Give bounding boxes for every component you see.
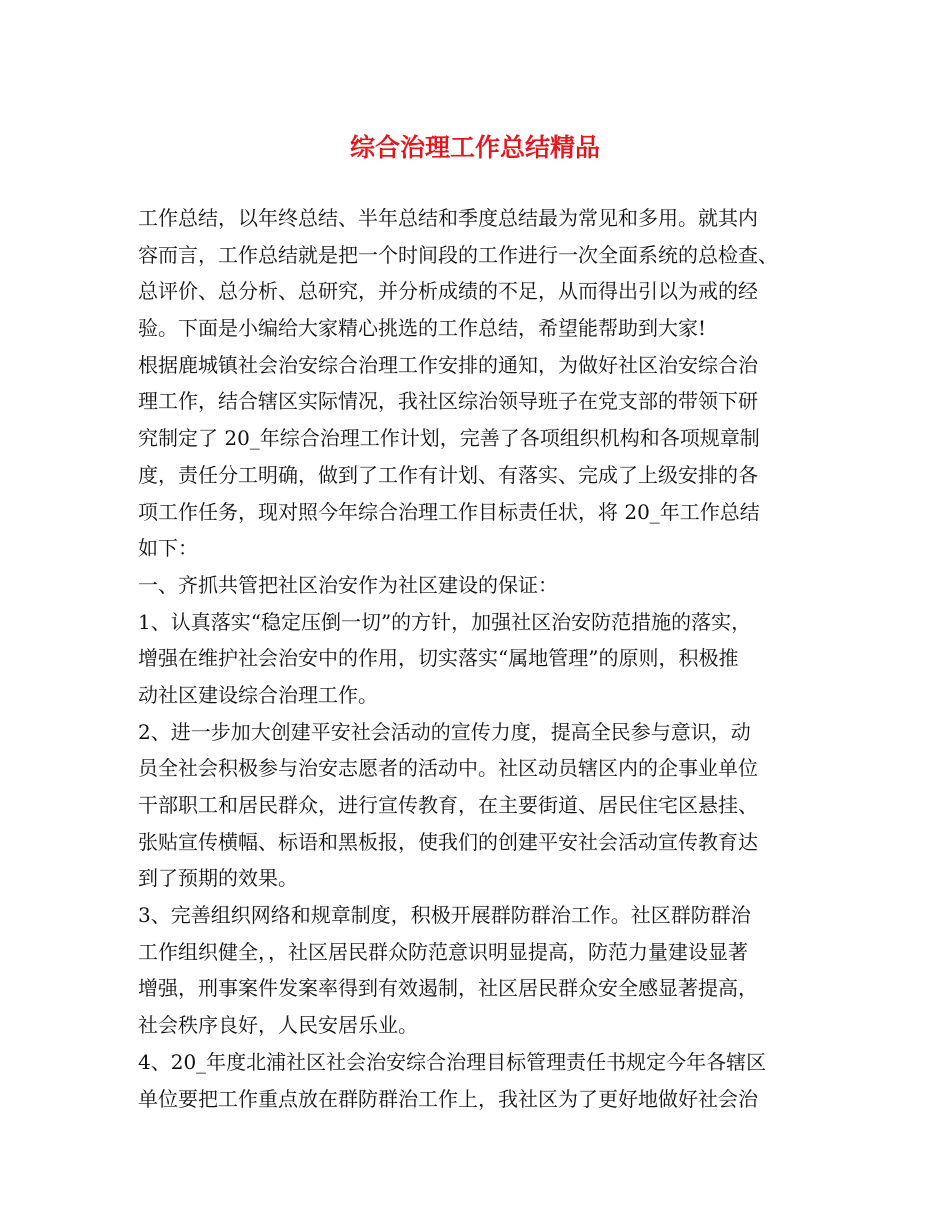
body-line: 2、进一步加大创建平安社会活动的宣传力度，提高全民参与意识，动 <box>138 719 751 744</box>
body-line: 容而言，工作总结就是把一个时间段的工作进行一次全面系统的总检查、 <box>138 242 778 267</box>
body-line: 工作总结，以年终总结、半年总结和季度总结最为常见和多用。就其内 <box>138 206 758 230</box>
body-line: 究制定了 20_年综合治理工作计划，完善了各项组织机构和各项规章制 <box>138 426 760 451</box>
document-title: 综合治理工作总结精品 <box>349 133 600 162</box>
body-line: 验。下面是小编给大家精心挑选的工作总结，希望能帮助到大家! <box>138 316 707 341</box>
body-line: 到了预期的效果。 <box>138 866 298 891</box>
body-line: 如下： <box>138 536 198 561</box>
body-line: 工作组织健全，，社区居民群众防范意识明显提高，防范力量建设显著 <box>138 939 748 964</box>
body-line: 项工作任务，现对照今年综合治理工作目标责任状，将 20_年工作总结 <box>138 499 760 524</box>
body-line: 1、认真落实“稳定压倒一切”的方针，加强社区治安防范措施的落实， <box>138 609 752 634</box>
body-line: 3、完善组织网络和规章制度，积极开展群防群治工作。社区群防群治 <box>138 903 751 928</box>
body-line: 理工作，结合辖区实际情况，我社区综治领导班子在党支部的带领下研 <box>138 389 758 414</box>
body-line: 干部职工和居民群众，进行宣传教育，在主要街道、居民住宅区悬挂、 <box>138 793 758 817</box>
body-line: 社会秩序良好，人民安居乐业。 <box>138 1013 418 1038</box>
body-line: 动社区建设综合治理工作。 <box>138 682 378 707</box>
body-line: 增强在维护社会治安中的作用，切实落实“属地管理”的原则，积极推 <box>138 646 739 671</box>
body-line: 张贴宣传横幅、标语和黑板报，使我们的创建平安社会活动宣传教育达 <box>138 829 758 854</box>
section-heading: 一、齐抓共管把社区治安作为社区建设的保证： <box>138 572 558 597</box>
body-line: 4、20_年度北浦社区社会治安综合治理目标管理责任书规定今年各辖区 <box>138 1049 767 1074</box>
body-line: 员全社会积极参与治安志愿者的活动中。社区动员辖区内的企事业单位 <box>138 756 758 781</box>
body-line: 单位要把工作重点放在群防群治工作上，我社区为了更好地做好社会治 <box>138 1086 758 1111</box>
body-line: 度，责任分工明确，做到了工作有计划、有落实、完成了上级安排的各 <box>138 462 758 487</box>
body-line: 增强，刑事案件发案率得到有效遏制，社区居民群众安全感显著提高， <box>138 976 758 1001</box>
document-body <box>138 200 828 1117</box>
body-line: 根据鹿城镇社会治安综合治理工作安排的通知，为做好社区治安综合治 <box>138 352 758 377</box>
body-line: 总评价、总分析、总研究，并分析成绩的不足，从而得出引以为戒的经 <box>138 279 758 304</box>
